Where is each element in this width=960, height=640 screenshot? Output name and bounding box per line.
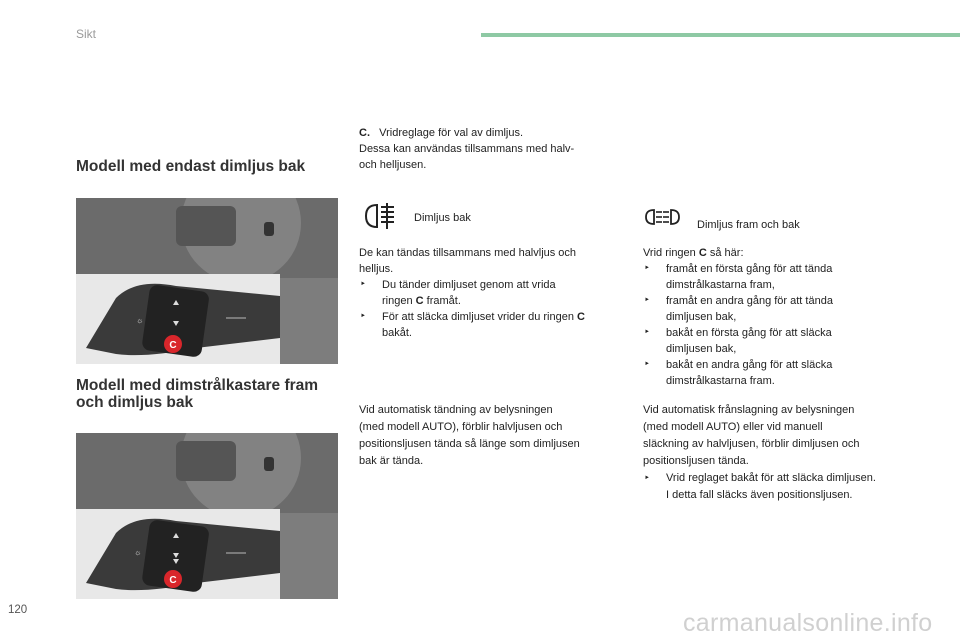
paragraph-line: helljus. xyxy=(359,263,394,275)
bullet-text: Du tänder dimljuset genom att vrida xyxy=(382,279,556,291)
rear-fog-icon xyxy=(361,198,401,234)
front-rear-fog-label: Dimljus fram och bak xyxy=(697,219,800,231)
ring-label: C. xyxy=(359,127,370,139)
heading-rear-fog-model: Modell med endast dimljus bak xyxy=(76,158,306,175)
paragraph-line: positionsljusen tända så länge som dimljusen xyxy=(359,438,580,450)
bullet-item: ‣ framåt en andra gång för att tända xyxy=(643,293,923,309)
paragraph-line xyxy=(643,245,923,261)
ring-label: C xyxy=(415,295,424,307)
bullet-continuation: bakåt. xyxy=(382,327,412,339)
paragraph-line: (med modell AUTO), förblir halvljusen och xyxy=(359,421,563,433)
ring-label: C xyxy=(577,311,585,323)
front-rear-fog-icon xyxy=(644,200,684,236)
paragraph-text: så här: xyxy=(709,247,744,259)
front-rear-fog-instructions xyxy=(643,245,923,389)
paragraph-line: släckning av halvljusen, förblir dimljusen och xyxy=(643,438,860,450)
bullet-continuation: dimstrålkastarna fram, xyxy=(666,279,775,291)
bullet-text: För att släcka dimljuset vrider du ringen xyxy=(382,311,574,323)
page-number: 120 xyxy=(8,604,28,616)
stalk-photo-rear-fog xyxy=(76,198,338,364)
intro-line: Dessa kan användas tillsammans med halv- xyxy=(359,143,575,155)
stalk-photo-front-rear-fog xyxy=(76,433,338,599)
paragraph-line: (med modell AUTO) eller vid manuell xyxy=(643,421,823,433)
control-intro xyxy=(359,125,609,173)
bullet-continuation: dimljusen bak, xyxy=(666,343,737,355)
paragraph-line: Vid automatisk tändning av belysningen xyxy=(359,404,553,416)
heading-front-rear-fog-model: Modell med dimstrålkastare fram och dimljus bak xyxy=(76,377,319,411)
bullet-item xyxy=(359,309,621,325)
bullet-text: ringen xyxy=(382,295,413,307)
paragraph-text: Vrid ringen xyxy=(643,247,696,259)
ring-label-c: C xyxy=(169,340,177,351)
rear-fog-instructions xyxy=(359,245,621,341)
intro-line: Vridreglage för val av dimljus. xyxy=(379,127,524,139)
bullet-item xyxy=(359,277,621,293)
bullet-item: ‣ framåt en första gång för att tända xyxy=(643,261,923,277)
paragraph-line: positionsljusen tända. xyxy=(643,455,749,467)
bullet-item: ‣ Vrid reglaget bakåt för att släcka dimljusen. xyxy=(643,470,943,487)
ring-label-c: C xyxy=(169,575,177,586)
ring-label: C xyxy=(698,247,707,259)
svg-text:☼: ☼ xyxy=(136,316,144,325)
svg-text:☼: ☼ xyxy=(134,548,142,557)
section-title: Sikt xyxy=(76,27,97,41)
paragraph-line: De kan tändas tillsammans med halvljus och xyxy=(359,247,577,259)
bullet-continuation xyxy=(359,293,621,309)
front-rear-fog-auto-note xyxy=(643,402,943,504)
header-rule xyxy=(481,33,960,37)
intro-line: och helljusen. xyxy=(359,159,427,171)
paragraph-line: bak är tända. xyxy=(359,455,424,467)
bullet-item: ‣ bakåt en andra gång för att släcka xyxy=(643,357,923,373)
bullet-continuation: dimstrålkastarna fram. xyxy=(666,375,775,387)
bullet-item: ‣ bakåt en första gång för att släcka xyxy=(643,325,923,341)
rear-fog-label: Dimljus bak xyxy=(414,212,471,224)
bullet-text: framåt. xyxy=(426,295,461,307)
rear-fog-auto-note xyxy=(359,402,621,470)
bullet-continuation: I detta fall släcks även positionsljusen. xyxy=(666,489,853,501)
watermark: carmanualsonline.info xyxy=(683,609,933,637)
paragraph-line: Vid automatisk frånslagning av belysningen xyxy=(643,404,855,416)
bullet-continuation: dimljusen bak, xyxy=(666,311,737,323)
